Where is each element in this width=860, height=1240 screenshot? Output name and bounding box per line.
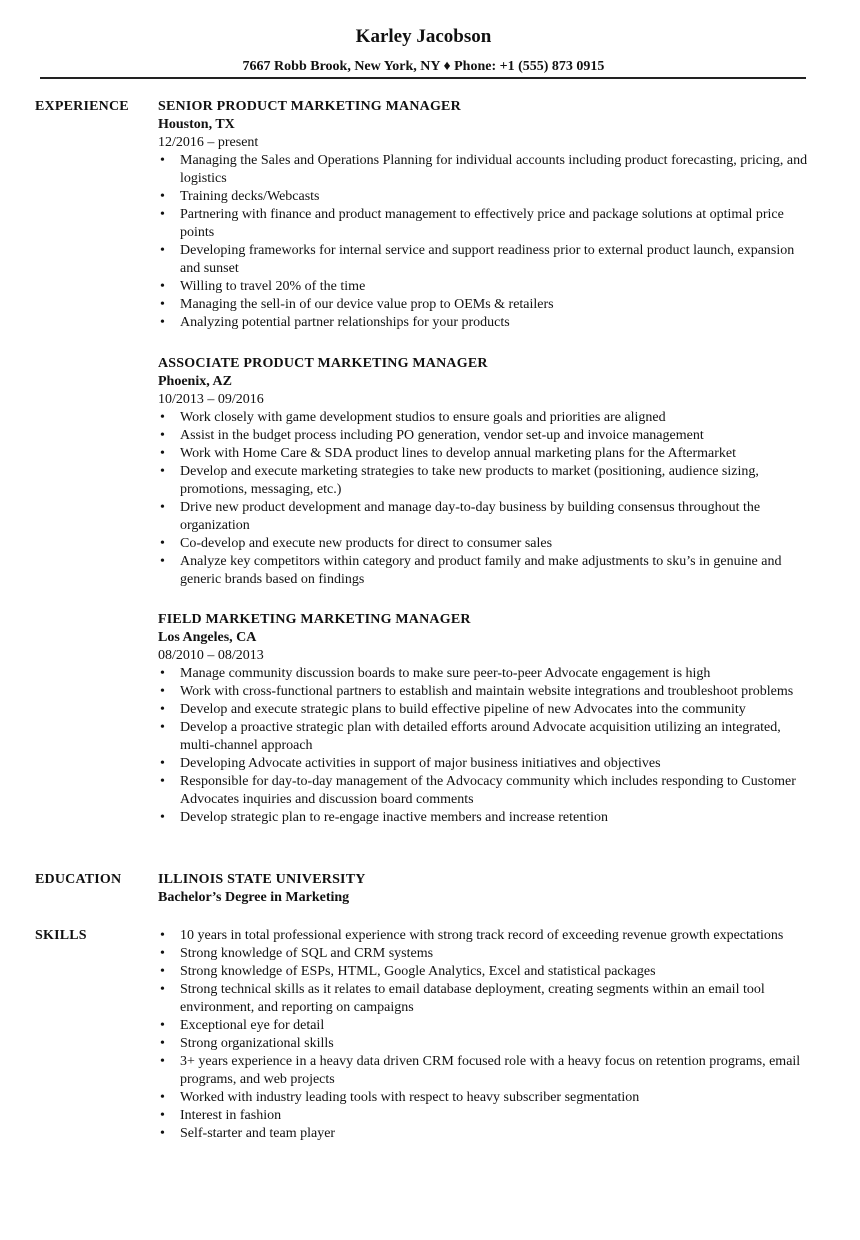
bullet-item: • Develop and execute strategic plans to build effective pipeline of new Advocates into the community xyxy=(160,702,746,717)
bullet-icon: • xyxy=(160,1054,165,1069)
bullet-item: • Developing frameworks for internal service and support readiness prior to external product launch, expansion and sunset xyxy=(160,243,795,276)
bullet-icon: • xyxy=(160,1108,165,1123)
job-title: FIELD MARKETING MARKETING MANAGER xyxy=(158,612,471,627)
bullet-item: • Develop and execute marketing strategies to take new products to market (positioning, audience sizing, promotions, messaging, etc.) xyxy=(160,464,759,497)
bullet-item: • Responsible for day-to-day management of the Advocacy community which includes responding to Customer Advocates inquiries and discussion board comments xyxy=(160,774,796,807)
header-divider xyxy=(40,77,806,79)
skill-item: • Strong knowledge of SQL and CRM systems xyxy=(160,946,434,961)
bullet-icon: • xyxy=(160,666,165,681)
bullet-icon: • xyxy=(160,428,165,443)
bullet-item: • Analyze key competitors within category and product family and make adjustments to sku’s in genuine and generic brands based on findings xyxy=(160,554,782,587)
bullet-icon: • xyxy=(160,446,165,461)
bullet-item: • Managing the sell-in of our device value prop to OEMs & retailers xyxy=(160,297,554,312)
skill-item: • Strong organizational skills xyxy=(160,1036,334,1051)
job-entry xyxy=(158,98,808,332)
section-label-education: EDUCATION xyxy=(35,872,122,887)
bullet-item: • Willing to travel 20% of the time xyxy=(160,279,366,294)
bullet-item: • Manage community discussion boards to make sure peer-to-peer Advocate engagement is high xyxy=(160,666,711,681)
job-title: ASSOCIATE PRODUCT MARKETING MANAGER xyxy=(158,356,488,371)
bullet-item: • Assist in the budget process including PO generation, vendor set-up and invoice management xyxy=(160,428,704,443)
job-title: SENIOR PRODUCT MARKETING MANAGER xyxy=(158,99,461,114)
bullet-icon: • xyxy=(160,207,165,222)
skill-item: • Strong knowledge of ESPs, HTML, Google Analytics, Excel and statistical packages xyxy=(160,964,656,979)
skills-bullets xyxy=(158,927,808,1143)
bullet-item: • Training decks/Webcasts xyxy=(160,189,320,204)
bullet-item: • Work with Home Care & SDA product lines to develop annual marketing plans for the Aftermarket xyxy=(160,446,737,461)
job-location: Los Angeles, CA xyxy=(158,630,257,645)
job-location: Houston, TX xyxy=(158,117,235,132)
skill-item: • Self-starter and team player xyxy=(160,1126,336,1141)
bullet-icon: • xyxy=(160,464,165,479)
bullet-item: • Analyzing potential partner relationships for your products xyxy=(160,315,510,330)
job-bullets xyxy=(158,152,808,332)
section-label-skills: SKILLS xyxy=(35,928,87,943)
bullet-icon: • xyxy=(160,243,165,258)
bullet-item: • Managing the Sales and Operations Planning for individual accounts including product forecasting, pricing, and logistics xyxy=(160,153,808,186)
job-dates: 12/2016 – present xyxy=(158,135,259,150)
job-bullets xyxy=(158,409,808,589)
bullet-icon: • xyxy=(160,720,165,735)
bullet-icon: • xyxy=(160,536,165,551)
job-dates: 08/2010 – 08/2013 xyxy=(158,648,264,663)
job-entry xyxy=(158,611,808,827)
skills-list xyxy=(158,927,808,1143)
bullet-item: • Develop strategic plan to re-engage inactive members and increase retention xyxy=(160,810,608,825)
section-label-experience: EXPERIENCE xyxy=(35,99,129,114)
bullet-icon: • xyxy=(160,756,165,771)
bullet-icon: • xyxy=(160,1036,165,1051)
skill-item: • Interest in fashion xyxy=(160,1108,282,1123)
bullet-icon: • xyxy=(160,315,165,330)
bullet-icon: • xyxy=(160,297,165,312)
skill-item: • Strong technical skills as it relates to email database deployment, creating segments within an email tool environment, and reporting on campaigns xyxy=(160,982,765,1015)
bullet-item: • Develop a proactive strategic plan with detailed efforts around Advocate acquisition utilizing an integrated, multi-channel approach xyxy=(160,720,781,753)
bullet-icon: • xyxy=(160,684,165,699)
contact-line: 7667 Robb Brook, New York, NY ♦ Phone: +1 (555) 873 0915 xyxy=(242,59,605,74)
bullet-icon: • xyxy=(160,946,165,961)
bullet-item: • Work closely with game development studios to ensure goals and priorities are aligned xyxy=(160,410,666,425)
candidate-name: Karley Jacobson xyxy=(355,26,492,47)
bullet-icon: • xyxy=(160,928,165,943)
job-entry xyxy=(158,355,808,589)
bullet-item: • Drive new product development and manage day-to-day business by building consensus throughout the organization xyxy=(160,500,761,533)
school-name: ILLINOIS STATE UNIVERSITY xyxy=(158,872,366,887)
job-dates: 10/2013 – 09/2016 xyxy=(158,392,264,407)
bullet-icon: • xyxy=(160,554,165,569)
job-bullets xyxy=(158,665,808,827)
bullet-item: • Partnering with finance and product management to effectively price and package solutions at optimal price points xyxy=(160,207,784,240)
bullet-icon: • xyxy=(160,410,165,425)
bullet-icon: • xyxy=(160,964,165,979)
skill-item: • 10 years in total professional experience with strong track record of exceeding revenue growth expectations xyxy=(160,928,784,943)
bullet-icon: • xyxy=(160,189,165,204)
job-location: Phoenix, AZ xyxy=(158,374,232,389)
bullet-icon: • xyxy=(160,702,165,717)
degree: Bachelor’s Degree in Marketing xyxy=(158,890,350,905)
bullet-icon: • xyxy=(160,153,165,168)
bullet-icon: • xyxy=(160,1126,165,1141)
bullet-icon: • xyxy=(160,810,165,825)
education-entry xyxy=(158,871,808,907)
bullet-icon: • xyxy=(160,279,165,294)
skill-item: • Exceptional eye for detail xyxy=(160,1018,325,1033)
bullet-icon: • xyxy=(160,1090,165,1105)
skill-item: • 3+ years experience in a heavy data driven CRM focused role with a heavy focus on retention programs, email programs, and web projects xyxy=(160,1054,801,1087)
skill-item: • Worked with industry leading tools with respect to heavy subscriber segmentation xyxy=(160,1090,640,1105)
bullet-item: • Work with cross-functional partners to establish and maintain website integrations and troubleshoot problems xyxy=(160,684,794,699)
bullet-item: • Co-develop and execute new products for direct to consumer sales xyxy=(160,536,553,551)
bullet-icon: • xyxy=(160,774,165,789)
bullet-item: • Developing Advocate activities in support of major business initiatives and objectives xyxy=(160,756,661,771)
bullet-icon: • xyxy=(160,982,165,997)
bullet-icon: • xyxy=(160,500,165,515)
bullet-icon: • xyxy=(160,1018,165,1033)
